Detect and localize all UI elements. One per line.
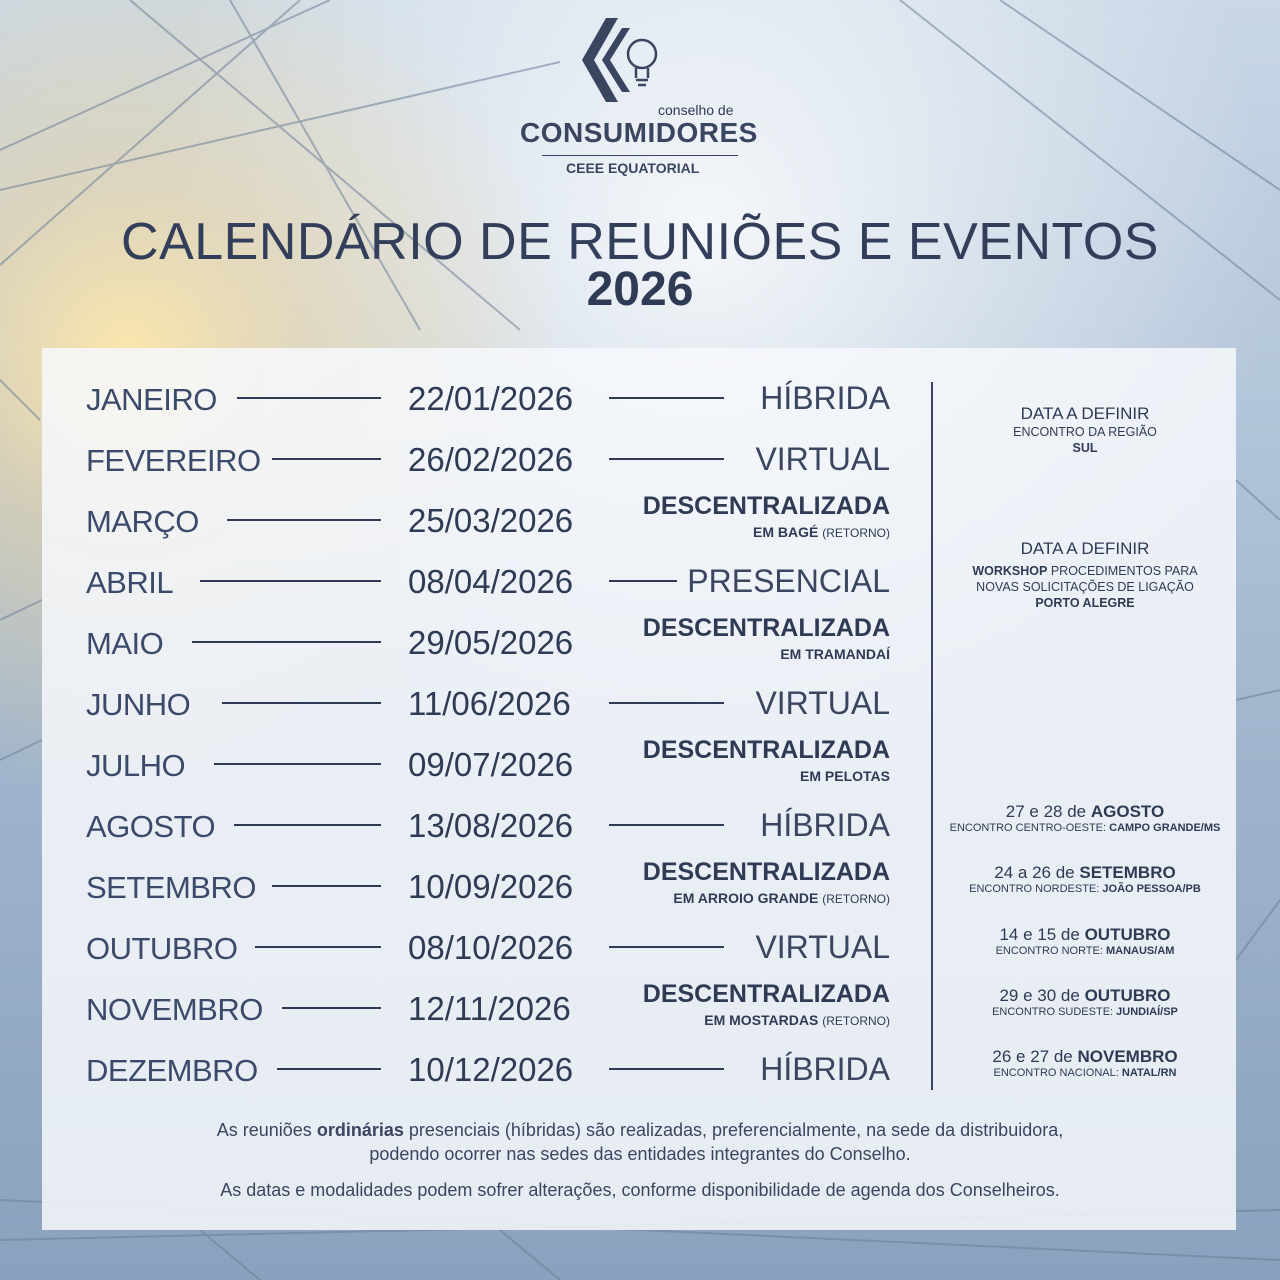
page-year: 2026 — [586, 263, 694, 316]
meeting-row — [42, 490, 942, 548]
event-location: ENCONTRO NACIONAL: NATAL/RN — [993, 1067, 1177, 1079]
meeting-date: 10/09/2026 — [408, 868, 574, 905]
event-item — [935, 863, 1235, 895]
meeting-row — [42, 551, 942, 609]
logo-name: CONSUMIDORES — [520, 117, 758, 148]
meeting-mode: VIRTUAL — [755, 685, 890, 721]
meeting-month: NOVEMBRO — [86, 992, 263, 1027]
meeting-row — [42, 429, 942, 487]
footer-notes — [0, 1118, 1280, 1214]
event-location: ENCONTRO SUDESTE: JUNDIAÍ/SP — [992, 1006, 1178, 1018]
meeting-row — [42, 856, 942, 914]
event-dates: 27 e 28 de AGOSTO — [1005, 802, 1165, 821]
meeting-location — [673, 890, 890, 906]
meeting-date: 12/11/2026 — [408, 990, 571, 1027]
meeting-row — [42, 978, 942, 1036]
meeting-month: JUNHO — [86, 687, 191, 722]
meeting-date: 09/07/2026 — [408, 746, 574, 783]
location-name: EM BAGÉ — [752, 524, 819, 540]
connector-line — [234, 824, 381, 826]
meeting-mode: HÍBRIDA — [760, 380, 890, 416]
meeting-month: OUTUBRO — [86, 931, 238, 966]
brand-logo — [520, 18, 770, 176]
meeting-date: 22/01/2026 — [408, 380, 574, 417]
meeting-month: MAIO — [86, 626, 164, 661]
connector-line — [277, 1068, 381, 1070]
connector-line — [609, 946, 724, 948]
meeting-date: 08/10/2026 — [408, 929, 574, 966]
meeting-date: 10/12/2026 — [408, 1051, 574, 1088]
connector-line — [609, 824, 724, 826]
connector-line — [227, 519, 381, 521]
connector-line — [609, 458, 724, 460]
connector-line — [272, 885, 381, 887]
location-note: (RETORNO) — [822, 892, 890, 906]
connector-line — [222, 702, 381, 704]
connector-line — [192, 641, 381, 643]
meeting-row — [42, 795, 942, 853]
page-title: CALENDÁRIO DE REUNIÕES E EVENTOS — [121, 213, 1159, 271]
event-location: ENCONTRO NORTE: MANAUS/AM — [995, 945, 1175, 957]
meeting-mode: DESCENTRALIZADA — [642, 980, 890, 1008]
location-note: (RETORNO) — [822, 526, 890, 540]
connector-line — [214, 763, 381, 765]
connector-line — [609, 397, 724, 399]
event-item — [935, 1047, 1235, 1079]
lightbulb-chevron-icon — [580, 18, 680, 108]
meeting-date: 11/06/2026 — [408, 685, 571, 722]
event-description: WORKSHOP PROCEDIMENTOS PARA — [972, 564, 1198, 578]
event-location: ENCONTRO NORDESTE: JOÃO PESSOA/PB — [969, 883, 1201, 895]
event-description: ENCONTRO DA REGIÃO — [1013, 425, 1157, 439]
meeting-mode: DESCENTRALIZADA — [642, 492, 890, 520]
event-workshop — [935, 539, 1235, 611]
meeting-month: DEZEMBRO — [86, 1053, 258, 1088]
event-dates: 24 a 26 de SETEMBRO — [994, 863, 1176, 882]
event-date-tbd: DATA A DEFINIR — [1020, 404, 1150, 423]
meeting-month: MARÇO — [86, 504, 199, 539]
meeting-date: 13/08/2026 — [408, 807, 574, 844]
location-note: (RETORNO) — [822, 1014, 890, 1028]
meeting-month: SETEMBRO — [86, 870, 256, 905]
note-changes: As datas e modalidades podem sofrer alterações, conforme disponibilidade de agenda dos Conselheiros. — [220, 1180, 1060, 1200]
connector-line — [282, 1007, 381, 1009]
connector-line — [609, 580, 677, 582]
meeting-date: 26/02/2026 — [408, 441, 574, 478]
meeting-row — [42, 612, 942, 670]
meeting-month: ABRIL — [86, 565, 174, 600]
meeting-mode: DESCENTRALIZADA — [642, 858, 890, 886]
meeting-mode: DESCENTRALIZADA — [642, 614, 890, 642]
meeting-row — [42, 368, 942, 426]
event-dates: 29 e 30 de OUTUBRO — [999, 986, 1171, 1005]
event-location: PORTO ALEGRE — [1035, 596, 1135, 610]
connector-line — [272, 458, 381, 460]
meeting-location: EM TRAMANDAÍ — [780, 646, 890, 662]
event-item — [935, 802, 1235, 834]
event-dates: 14 e 15 de OUTUBRO — [999, 925, 1171, 944]
event-sul — [935, 404, 1235, 456]
meeting-mode: HÍBRIDA — [760, 807, 890, 843]
meeting-date: 08/04/2026 — [408, 563, 574, 600]
meeting-date: 29/05/2026 — [408, 624, 574, 661]
meeting-row — [42, 917, 942, 975]
location-name: EM MOSTARDAS — [704, 1012, 819, 1028]
meeting-month: FEVEREIRO — [86, 443, 261, 478]
event-date-tbd: DATA A DEFINIR — [1020, 539, 1150, 558]
meeting-row — [42, 673, 942, 731]
meeting-location — [704, 1012, 890, 1028]
connector-line — [200, 580, 381, 582]
meeting-mode: DESCENTRALIZADA — [642, 736, 890, 764]
meeting-location — [753, 524, 890, 540]
meeting-month: JANEIRO — [86, 382, 217, 417]
meeting-date: 25/03/2026 — [408, 502, 574, 539]
event-item — [935, 986, 1235, 1018]
note-ordinary-meetings: As reuniões ordinárias presenciais (híbridas) são realizadas, preferencialmente, na sede da distribuidora, podendo ocorrer nas sedes das entidades integrantes do Conselho. — [216, 1120, 1064, 1164]
meeting-mode: HÍBRIDA — [760, 1051, 890, 1087]
connector-line — [255, 946, 381, 948]
meeting-location: EM PELOTAS — [800, 768, 890, 784]
logo-subtitle: CEEE EQUATORIAL — [566, 160, 700, 176]
logo-divider — [542, 155, 738, 156]
event-item — [935, 925, 1235, 957]
location-name: EM ARROIO GRANDE — [673, 890, 819, 906]
connector-line — [609, 1068, 724, 1070]
logo-tagline: conselho de — [658, 102, 734, 118]
connector-line — [237, 397, 381, 399]
meeting-mode: PRESENCIAL — [687, 563, 890, 599]
meeting-row — [42, 1039, 942, 1097]
meeting-row — [42, 734, 942, 792]
connector-line — [609, 702, 724, 704]
event-dates: 26 e 27 de NOVEMBRO — [992, 1047, 1178, 1066]
meeting-mode: VIRTUAL — [755, 929, 890, 965]
event-region: SUL — [1072, 441, 1098, 455]
meeting-mode: VIRTUAL — [755, 441, 890, 477]
meeting-month: AGOSTO — [86, 809, 216, 844]
calendar-panel — [42, 348, 1236, 1230]
event-description: NOVAS SOLICITAÇÕES DE LIGAÇÃO — [976, 580, 1194, 594]
event-location: ENCONTRO CENTRO-OESTE: CAMPO GRANDE/MS — [949, 822, 1221, 834]
meeting-month: JULHO — [86, 748, 186, 783]
